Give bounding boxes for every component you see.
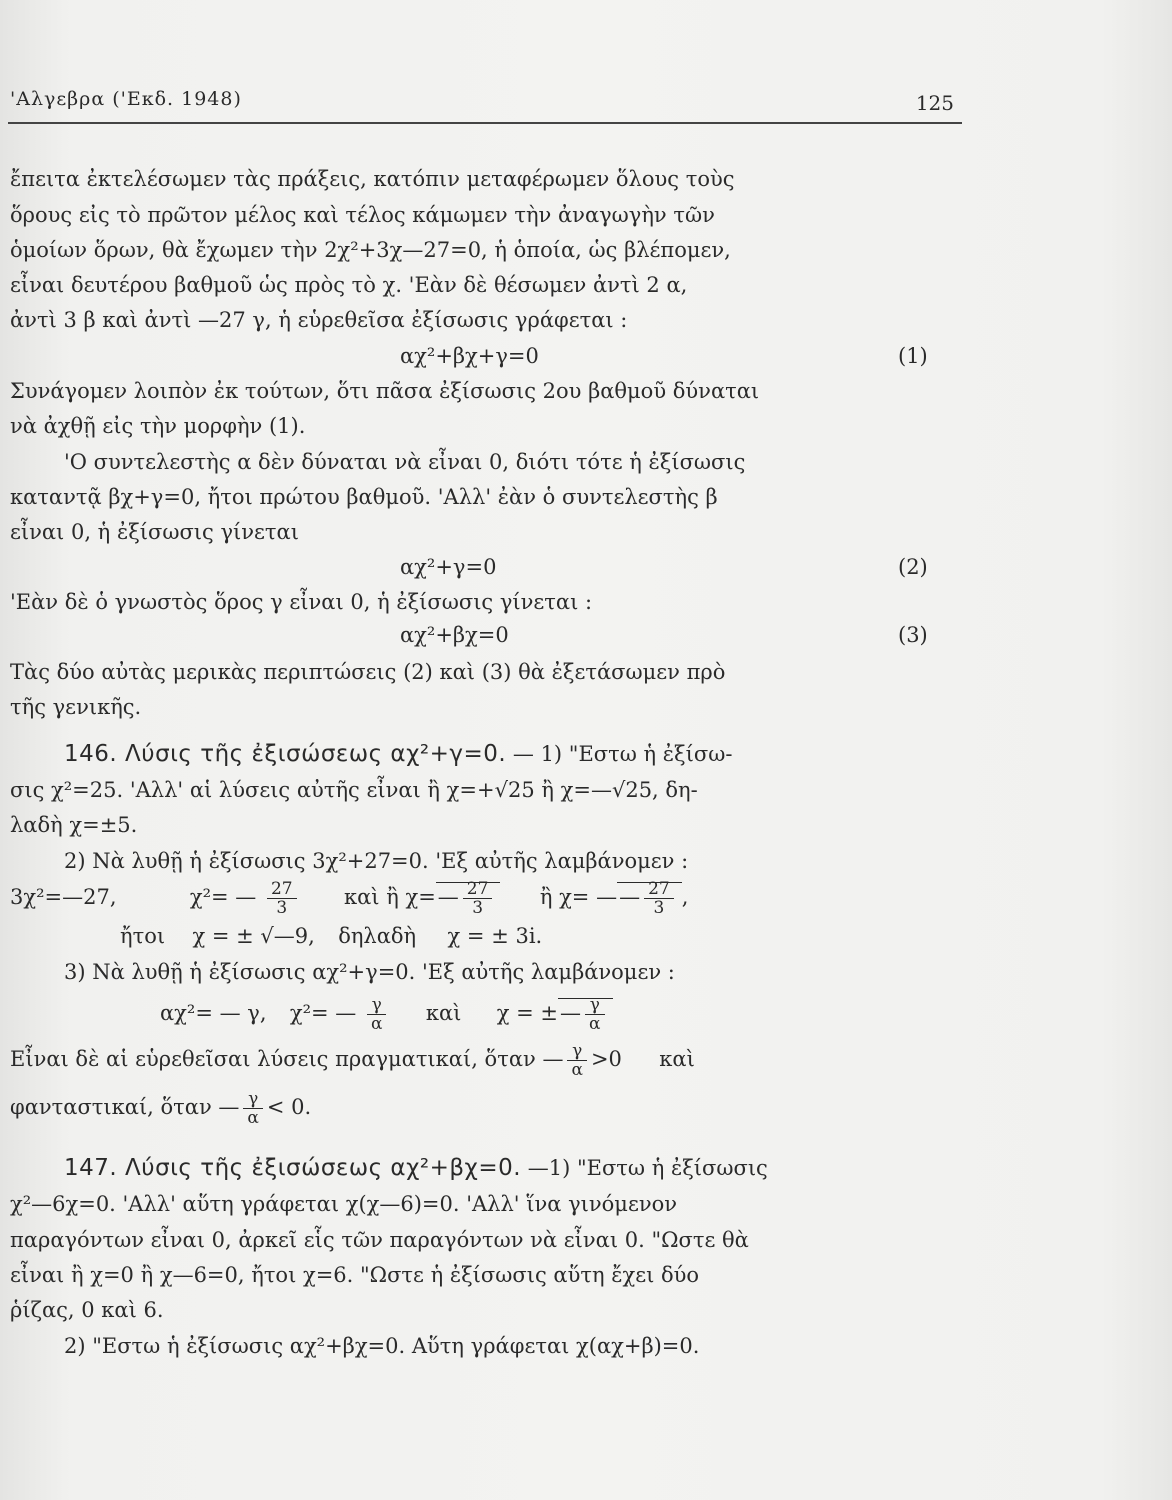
section-heading: 147. Λύσις τῆς ἐξισώσεως αχ²+βχ=0. [64, 1155, 522, 1181]
equation: αχ²+βχ+γ=0 [400, 344, 539, 368]
math-line [160, 996, 1080, 1033]
text-line: τῆς γενικῆς. [10, 695, 142, 719]
fraction [463, 880, 493, 917]
math-fragment: < 0. [266, 1095, 312, 1119]
math-fragment: χ²= — [189, 885, 257, 909]
fraction [585, 996, 604, 1033]
text-fragment: —1) "Εστω ἡ ἐξίσωσις [527, 1156, 768, 1180]
text-line: λαδὴ χ=±5. [10, 813, 138, 837]
text-line: Τὰς δύο αὐτὰς μερικὰς περιπτώσεις (2) καὶ (3) θὰ ἐξετάσωμεν πρὸ [10, 660, 726, 684]
text-fragment: φανταστικαί, ὅταν — [10, 1095, 240, 1119]
text-line: 2) "Εστω ἡ ἐξίσωσις αχ²+βχ=0. Αὕτη γράφεται χ(αχ+β)=0. [64, 1334, 700, 1358]
numerator: 27 [267, 880, 297, 899]
text-line: 'Ο συντελεστὴς α δὲν δύναται νὰ εἶναι 0, διότι τότε ἡ ἐξίσωσις [64, 450, 746, 474]
equation-number: (3) [898, 623, 928, 647]
radical [617, 879, 682, 918]
denominator: α [247, 1108, 259, 1128]
numerator: γ [585, 996, 604, 1015]
denominator: α [370, 1014, 383, 1034]
section-147-first-line [64, 1154, 984, 1182]
math-line [120, 922, 1040, 950]
numerator: 27 [644, 880, 674, 899]
numerator: γ [367, 996, 386, 1015]
denominator: α [571, 1060, 583, 1080]
radical [558, 995, 612, 1034]
radical [436, 879, 501, 918]
math-fragment: 3χ²=—27, [10, 885, 117, 909]
text-line: ἔπειτα ἐκτελέσωμεν τὰς πράξεις, κατόπιν μεταφέρωμεν ὅλους τοὺς [10, 167, 735, 191]
math-fragment: — [619, 885, 641, 909]
text-fragment: Εἶναι δὲ αἱ εὑρεθεῖσαι λύσεις πραγματικαί, ὅταν — [10, 1047, 564, 1071]
math-fragment: χ = ± [496, 1001, 559, 1025]
math-fragment: ἢ χ= — [539, 885, 618, 909]
math-fragment: ἤτοι [120, 924, 166, 948]
header-rule [8, 122, 962, 124]
text-line: ὁμοίων ὅρων, θὰ ἔχωμεν τὴν 2χ²+3χ—27=0, ἡ ὁποία, ὡς βλέπομεν, [10, 238, 731, 262]
numerator: γ [243, 1090, 262, 1109]
fraction [267, 880, 297, 917]
text-line: καταντᾷ βχ+γ=0, ἤτοι πρώτου βαθμοῦ. 'Αλλ' ἐὰν ὁ συντελεστὴς β [10, 485, 718, 509]
text-line: ῥίζας, 0 καὶ 6. [10, 1298, 164, 1322]
equation-number: (2) [898, 555, 928, 579]
math-fragment: — [560, 1001, 582, 1025]
denominator: 3 [653, 898, 665, 918]
text-line: εἶναι ἢ χ=0 ἢ χ—6=0, ἤτοι χ=6. "Ωστε ἡ ἐξίσωσις αὕτη ἔχει δύο [10, 1263, 700, 1287]
equation: αχ²+βχ=0 [400, 623, 509, 647]
section-heading: 146. Λύσις τῆς ἐξισώσεως αχ²+γ=0. [64, 741, 507, 767]
text-fragment: καὶ [659, 1047, 695, 1071]
math-fragment: χ²= — [289, 1001, 357, 1025]
math-text-line [10, 1042, 930, 1079]
denominator: α [589, 1014, 601, 1034]
math-fragment: , [681, 885, 689, 909]
math-fragment: καὶ [425, 1001, 462, 1025]
numerator: 27 [463, 880, 493, 899]
text-line: σις χ²=25. 'Αλλ' αἱ λύσεις αὐτῆς εἶναι ἢ χ=+√25 ἢ χ=—√25, δη- [10, 778, 698, 802]
section-146-first-line [64, 740, 984, 768]
text-fragment: — 1) "Εστω ἡ ἐξίσω- [512, 742, 733, 766]
fraction [243, 1090, 262, 1127]
math-line [10, 880, 930, 917]
text-line: παραγόντων εἶναι 0, ἀρκεῖ εἷς τῶν παραγόντων νὰ εἶναι 0. "Ωστε θὰ [10, 1228, 749, 1252]
math-fragment: — [437, 885, 459, 909]
numerator: γ [567, 1042, 586, 1061]
text-line: χ²—6χ=0. 'Αλλ' αὕτη γράφεται χ(χ—6)=0. 'Αλλ' ἵνα γινόμενον [10, 1192, 677, 1216]
denominator: 3 [276, 898, 288, 918]
running-head [10, 88, 954, 115]
math-fragment: >0 [590, 1047, 622, 1071]
text-line: εἶναι 0, ἡ ἐξίσωσις γίνεται [10, 520, 299, 544]
text-line: ὅρους εἰς τὸ πρῶτον μέλος καὶ τέλος κάμωμεν τὴν ἀναγωγὴν τῶν [10, 203, 715, 227]
equation: αχ²+γ=0 [400, 555, 497, 579]
math-fragment: δηλαδὴ [338, 924, 417, 948]
math-fragment: χ = ± 3i. [447, 924, 543, 948]
text-line: ἀντὶ 3 β καὶ ἀντὶ —27 γ, ἡ εὑρεθεῖσα ἐξίσωσις γράφεται : [10, 308, 628, 332]
page-number: 125 [915, 91, 954, 115]
fraction [367, 996, 386, 1033]
text-line: νὰ ἀχθῇ εἰς τὴν μορφὴν (1). [10, 414, 306, 438]
math-fragment: καὶ ἢ χ= [344, 885, 436, 909]
fraction [567, 1042, 586, 1079]
running-title: 'Αλγεβρα ('Εκδ. 1948) [10, 88, 242, 110]
denominator: 3 [472, 898, 484, 918]
text-line: εἶναι δευτέρου βαθμοῦ ὡς πρὸς τὸ χ. 'Εὰν δὲ θέσωμεν ἀντὶ 2 α, [10, 273, 688, 297]
text-line: 'Εὰν δὲ ὁ γνωστὸς ὅρος γ εἶναι 0, ἡ ἐξίσωσις γίνεται : [10, 590, 593, 614]
math-fragment: χ = ± √—9, [192, 924, 315, 948]
text-line: 2) Νὰ λυθῇ ἡ ἐξίσωσις 3χ²+27=0. 'Εξ αὐτῆς λαμβάνομεν : [64, 849, 689, 873]
math-fragment: αχ²= — γ, [160, 1001, 267, 1025]
fraction [644, 880, 674, 917]
equation-number: (1) [898, 344, 928, 368]
text-line: 3) Νὰ λυθῇ ἡ ἐξίσωσις αχ²+γ=0. 'Εξ αὐτῆς λαμβάνομεν : [64, 960, 675, 984]
math-text-line [10, 1090, 930, 1127]
text-line: Συνάγομεν λοιπὸν ἐκ τούτων, ὅτι πᾶσα ἐξίσωσις 2ου βαθμοῦ δύναται [10, 379, 760, 403]
